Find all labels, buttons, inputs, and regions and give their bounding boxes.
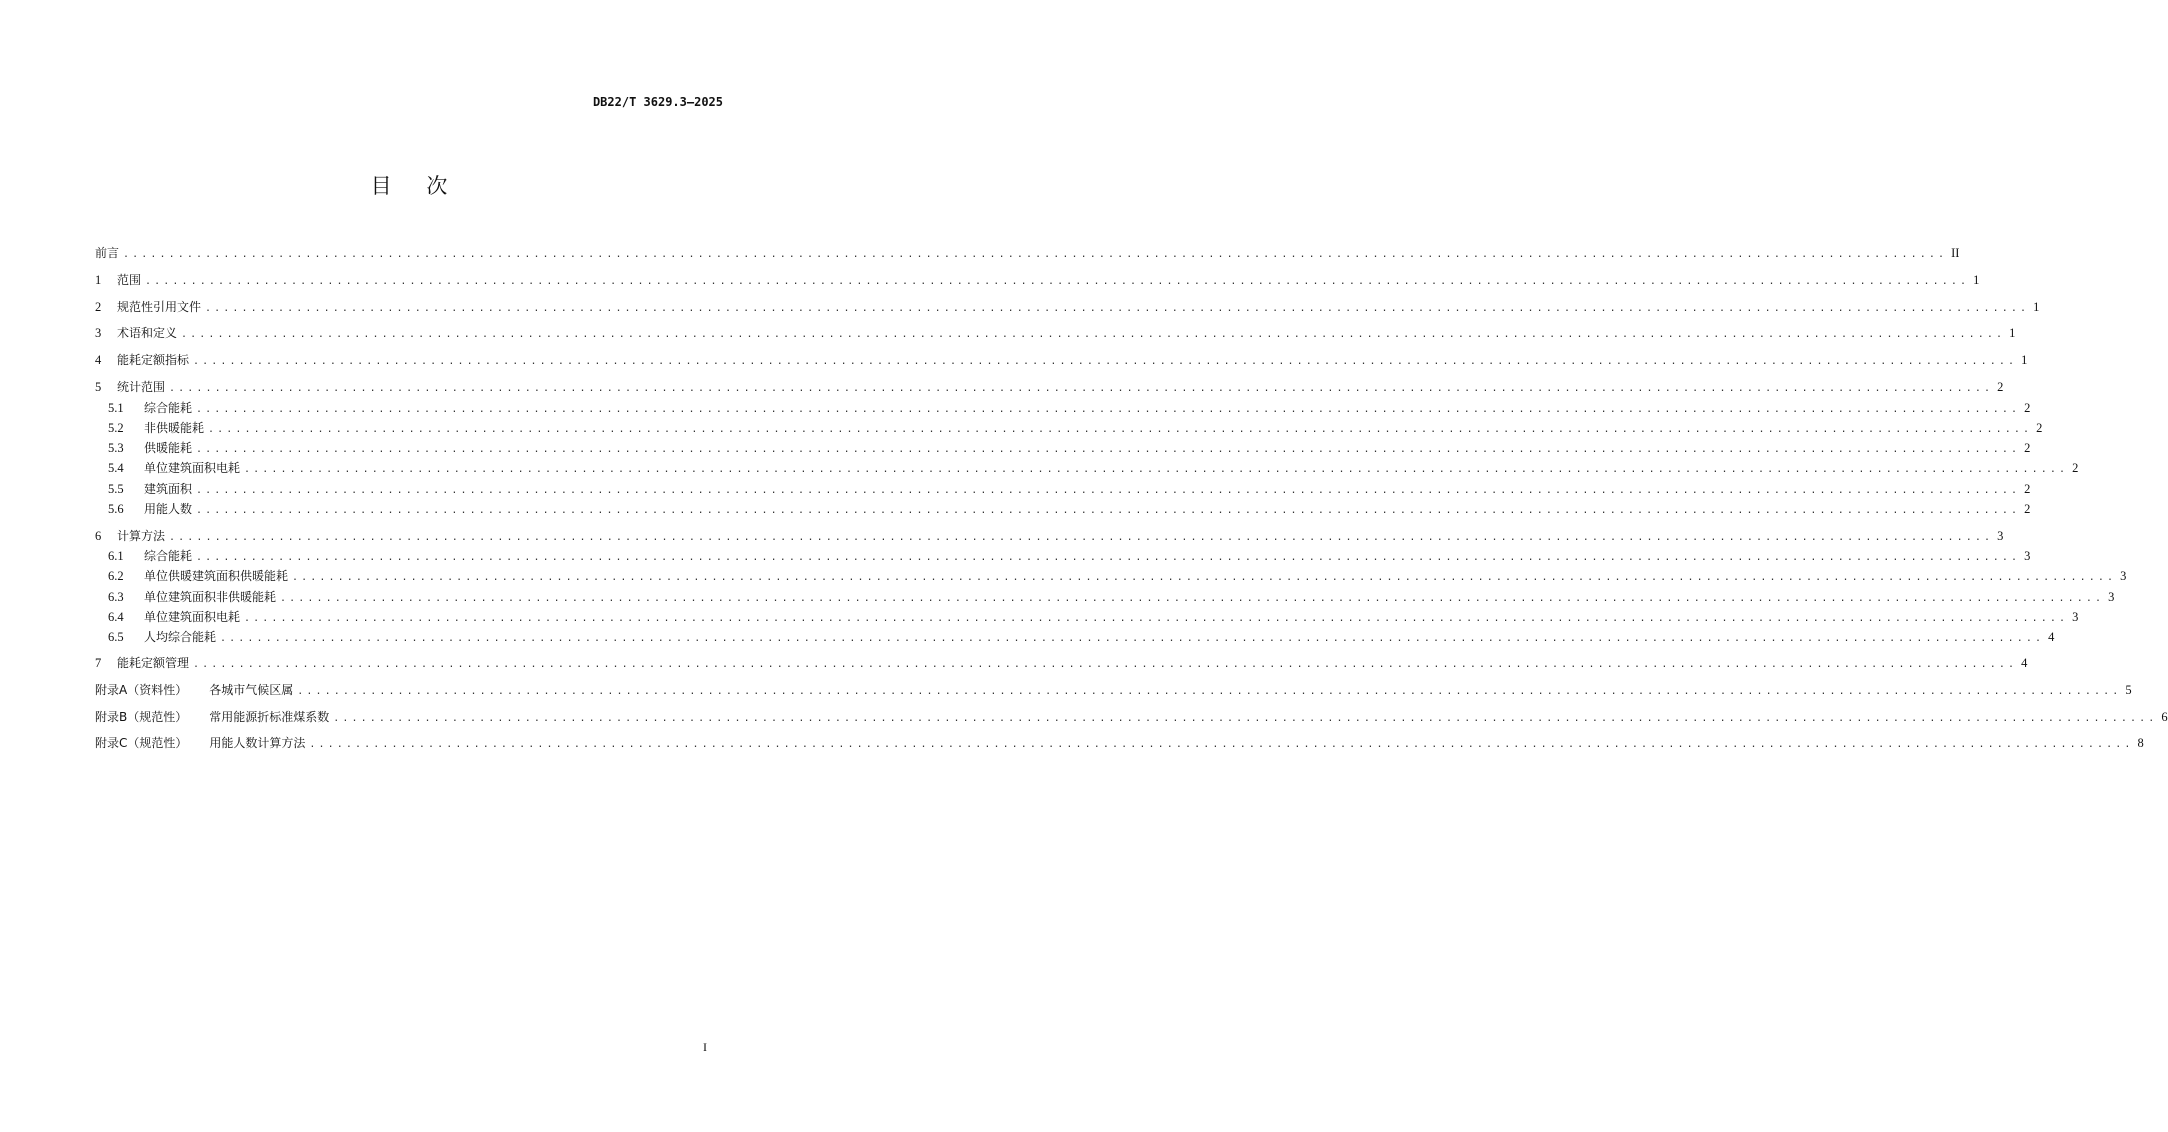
toc-entry[interactable]	[95, 681, 2132, 699]
toc-entry-page: 2	[1997, 380, 2004, 394]
toc-entry-page: 3	[2072, 610, 2079, 624]
toc-entry-page: 2	[2024, 441, 2031, 455]
toc-entry-title: 供暖能耗	[144, 441, 193, 455]
toc-entry-page: II	[1951, 246, 1960, 260]
toc-entry[interactable]	[108, 399, 2031, 417]
toc-entry-title: 综合能耗	[144, 401, 193, 415]
document-code: DB22/T 3629.3—2025	[592, 95, 723, 109]
toc-entry[interactable]	[108, 439, 2031, 457]
dot-leader: ........................................................................................................................................................................................................	[193, 659, 2018, 670]
toc-entry-page: 3	[1997, 529, 2004, 543]
page-title	[0, 170, 818, 200]
toc-entry[interactable]	[108, 628, 2055, 646]
toc-entry-number: 3	[95, 326, 102, 340]
toc-entry-title: 规范性引用文件	[117, 300, 202, 314]
toc-entry-number: 附录A（资料性）	[95, 683, 188, 697]
dot-leader: ........................................................................................................................................................................................................	[123, 249, 1948, 260]
dot-leader: ........................................................................................................................................................................................................	[193, 356, 2018, 367]
toc-entry-title: 常用能源折标准煤系数	[209, 710, 330, 724]
toc-entry-page: 2	[2024, 482, 2031, 496]
toc-entry-title: 单位建筑面积电耗	[144, 610, 241, 624]
toc-entry-title: 人均综合能耗	[144, 630, 217, 644]
toc-entry-title: 综合能耗	[144, 549, 193, 563]
toc-entry-number: 6.1	[108, 549, 124, 563]
toc-entry-number: 5	[95, 380, 102, 394]
dot-leader: ........................................................................................................................................................................................................	[220, 633, 2045, 644]
toc-entry-page: 1	[2021, 353, 2028, 367]
dot-leader: ........................................................................................................................................................................................................	[208, 424, 2033, 435]
toc-entry-page: 1	[2009, 326, 2016, 340]
toc-entry[interactable]	[108, 500, 2031, 518]
toc-entry-page: 2	[2024, 502, 2031, 516]
toc-entry-number: 6.2	[108, 569, 124, 583]
dot-leader: ........................................................................................................................................................................................................	[333, 713, 2158, 724]
dot-leader: ........................................................................................................................................................................................................	[280, 593, 2105, 604]
dot-leader: ........................................................................................................................................................................................................	[145, 276, 1970, 287]
toc-entry-page: 3	[2120, 569, 2127, 583]
page-number: I	[703, 1040, 707, 1054]
dot-leader: ........................................................................................................................................................................................................	[196, 444, 2021, 455]
toc-entry-title: 单位供暖建筑面积供暖能耗	[144, 569, 289, 583]
dot-leader: ........................................................................................................................................................................................................	[244, 464, 2069, 475]
dot-leader: ........................................................................................................................................................................................................	[196, 505, 2021, 516]
dot-leader: ........................................................................................................................................................................................................	[196, 404, 2021, 415]
toc-entry-page: 3	[2024, 549, 2031, 563]
toc-entry[interactable]	[108, 608, 2079, 626]
toc-entry-page: 8	[2137, 736, 2144, 750]
dot-leader: ........................................................................................................................................................................................................	[169, 383, 1994, 394]
toc-entry-title: 用能人数计算方法	[209, 736, 306, 750]
dot-leader: ........................................................................................................................................................................................................	[297, 686, 2122, 697]
toc-entry[interactable]	[95, 527, 2004, 545]
toc-entry-number: 5.1	[108, 401, 124, 415]
toc-entry-page: 2	[2036, 421, 2043, 435]
toc-entry-title: 建筑面积	[144, 482, 193, 496]
toc-entry[interactable]	[95, 654, 2028, 672]
toc-entry[interactable]	[108, 480, 2031, 498]
toc-entry-title: 前言	[95, 246, 120, 260]
toc-entry-title: 统计范围	[117, 380, 166, 394]
toc-entry-number: 4	[95, 353, 102, 367]
toc-entry-number: 6.4	[108, 610, 124, 624]
toc-entry-number: 5.2	[108, 421, 124, 435]
toc-entry-number: 附录C（规范性）	[95, 736, 188, 750]
toc-entry-page: 2	[2024, 401, 2031, 415]
toc-entry-title: 范围	[117, 273, 142, 287]
toc-entry[interactable]	[95, 378, 2004, 396]
dot-leader: ........................................................................................................................................................................................................	[205, 303, 2030, 314]
dot-leader: ........................................................................................................................................................................................................	[181, 329, 2006, 340]
toc-entry[interactable]	[108, 547, 2031, 565]
toc-entry-title: 用能人数	[144, 502, 193, 516]
toc-entry-number: 5.5	[108, 482, 124, 496]
toc-entry[interactable]	[95, 324, 2016, 342]
toc-entry-number: 5.6	[108, 502, 124, 516]
toc-entry[interactable]	[95, 708, 2168, 726]
toc-entry[interactable]	[108, 567, 2127, 585]
toc-entry-title: 单位建筑面积电耗	[144, 461, 241, 475]
toc-entry-title: 计算方法	[117, 529, 166, 543]
toc-entry-page: 5	[2125, 683, 2132, 697]
toc-entry[interactable]	[95, 298, 2040, 316]
toc-entry-number: 5.3	[108, 441, 124, 455]
toc-entry[interactable]	[95, 271, 1980, 289]
toc-entry-number: 附录B（规范性）	[95, 710, 188, 724]
dot-leader: ........................................................................................................................................................................................................	[196, 552, 2021, 563]
toc-entry-page: 4	[2048, 630, 2055, 644]
toc-entry-page: 6	[2161, 710, 2168, 724]
toc-entry-page: 1	[1973, 273, 1980, 287]
title-char: 次	[426, 174, 448, 198]
toc-entry[interactable]	[95, 734, 2144, 752]
title-char: 目	[370, 174, 392, 198]
toc-entry-title: 单位建筑面积非供暖能耗	[144, 590, 277, 604]
toc-entry-number: 6.3	[108, 590, 124, 604]
dot-leader: ........................................................................................................................................................................................................	[309, 739, 2134, 750]
dot-leader: ........................................................................................................................................................................................................	[196, 485, 2021, 496]
toc-entry-number: 7	[95, 656, 102, 670]
toc-entry-page: 2	[2072, 461, 2079, 475]
toc-entry-title: 非供暖能耗	[144, 421, 205, 435]
toc-entry[interactable]	[95, 244, 1960, 262]
toc-entry-number: 5.4	[108, 461, 124, 475]
dot-leader: ........................................................................................................................................................................................................	[169, 532, 1994, 543]
toc-entry-number: 2	[95, 300, 102, 314]
toc-entry[interactable]	[108, 588, 2115, 606]
toc-entry-page: 3	[2108, 590, 2115, 604]
toc-entry-page: 4	[2021, 656, 2028, 670]
toc-entry-number: 6.5	[108, 630, 124, 644]
toc-entry-title: 术语和定义	[117, 326, 178, 340]
toc-entry[interactable]	[108, 459, 2079, 477]
toc-entry-title: 能耗定额管理	[117, 656, 190, 670]
toc-entry[interactable]	[108, 419, 2043, 437]
toc-entry-title: 能耗定额指标	[117, 353, 190, 367]
toc-entry-number: 1	[95, 273, 102, 287]
toc-entry-number: 6	[95, 529, 102, 543]
dot-leader: ........................................................................................................................................................................................................	[244, 613, 2069, 624]
toc-entry-title: 各城市气候区属	[209, 683, 294, 697]
toc-entry-page: 1	[2033, 300, 2040, 314]
dot-leader: ........................................................................................................................................................................................................	[292, 572, 2117, 583]
toc-entry[interactable]	[95, 351, 2028, 369]
